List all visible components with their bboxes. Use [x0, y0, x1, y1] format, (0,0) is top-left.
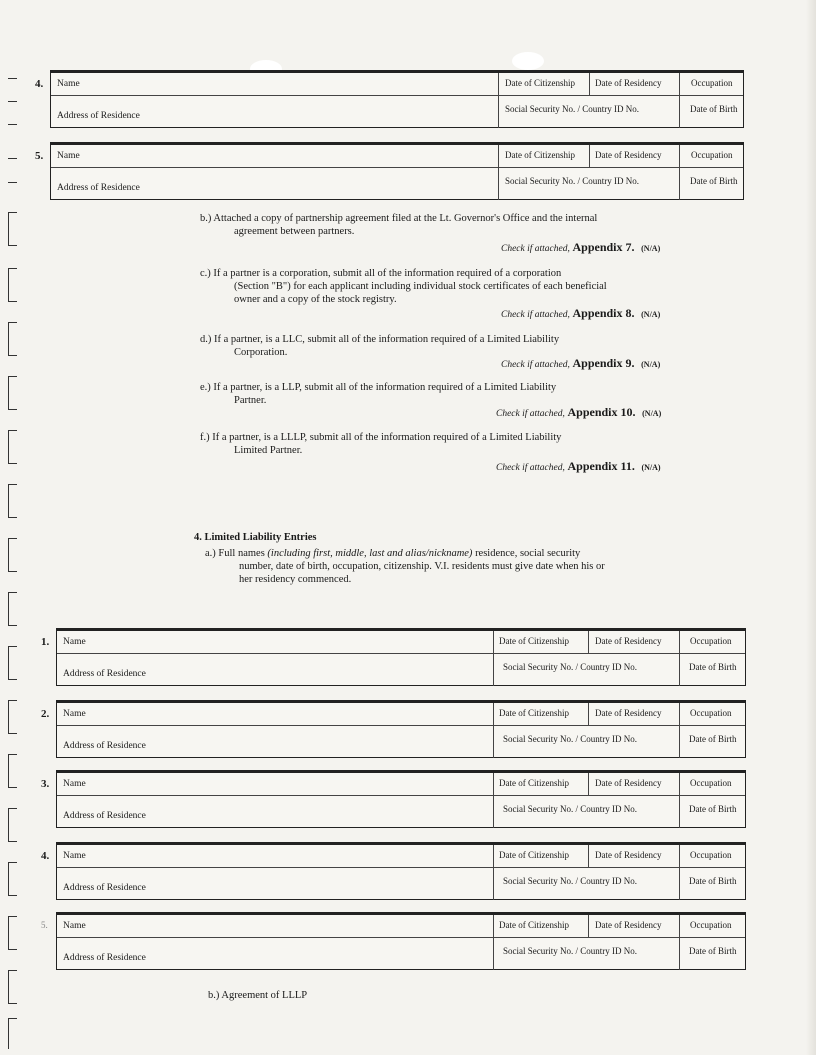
binder-mark: [8, 538, 17, 572]
item-c-line3: owner and a copy of the stock registry.: [234, 294, 397, 305]
item-e-line2: Partner.: [234, 395, 267, 406]
entry-divider: [498, 73, 499, 128]
na-label: (N/A): [641, 463, 661, 472]
entry-divider: [493, 845, 494, 900]
birth-label: Date of Birth: [689, 946, 737, 956]
appendix-label: Appendix 10.: [567, 405, 636, 419]
address-label: Address of Residence: [63, 669, 146, 679]
entry-divider: [493, 773, 494, 828]
residency-label: Date of Residency: [595, 78, 662, 88]
item-e-check: [496, 405, 661, 420]
entry-divider: [589, 73, 590, 95]
item-f: [200, 431, 561, 457]
check-text: Check if attached,: [501, 244, 570, 254]
ssn-label: Social Security No. / Country ID No.: [503, 734, 637, 744]
occupation-label: Occupation: [690, 778, 732, 788]
citizenship-label: Date of Citizenship: [505, 150, 575, 160]
entry-divider: [679, 631, 680, 686]
appendix-label: Appendix 8.: [572, 306, 635, 320]
entry-divider: [498, 145, 499, 200]
entry-number: 5.: [35, 150, 44, 162]
occupation-label: Occupation: [690, 850, 732, 860]
birth-label: Date of Birth: [690, 104, 738, 114]
item-a-line3: her residency commenced.: [239, 574, 352, 585]
residency-label: Date of Residency: [595, 920, 662, 930]
name-label: Name: [63, 637, 86, 647]
appendix-label: Appendix 9.: [572, 356, 635, 370]
residency-label: Date of Residency: [595, 850, 662, 860]
item-d-line1: d.) If a partner, is a LLC, submit all of the information required of a Limited Liability: [200, 334, 560, 345]
name-label: Name: [57, 151, 80, 161]
item-e: [200, 381, 556, 407]
section-4-title: 4. Limited Liability Entries: [194, 532, 317, 543]
entry-divider: [588, 845, 589, 867]
check-text: Check if attached,: [501, 310, 570, 320]
item-b-line2: agreement between partners.: [234, 226, 355, 237]
name-label: Name: [57, 79, 80, 89]
item-f-line1: f.) If a partner, is a LLLP, submit all of the information required of a Limited Liability: [200, 432, 562, 443]
ssn-label: Social Security No. / Country ID No.: [505, 176, 639, 186]
llc-entry-5: [41, 912, 746, 970]
entry-divider: [679, 73, 680, 128]
citizenship-label: Date of Citizenship: [499, 778, 569, 788]
binder-mark: [8, 592, 17, 626]
entry-number: 4.: [41, 850, 50, 862]
ssn-label: Social Security No. / Country ID No.: [503, 662, 637, 672]
item-a-line2: number, date of birth, occupation, citizenship. V.I. residents must give date when his or: [239, 561, 605, 572]
entry-divider: [679, 703, 680, 758]
entry-divider: [493, 915, 494, 970]
item-f-check: [496, 459, 661, 474]
birth-label: Date of Birth: [689, 876, 737, 886]
binder-mark: [8, 700, 17, 734]
partner-entry-5: [35, 142, 744, 200]
entry-divider: [493, 631, 494, 686]
binder-mark: [8, 970, 17, 1004]
item-c-line1: c.) If a partner is a corporation, submit all of the information required of a corporation: [200, 268, 562, 279]
appendix-label: Appendix 7.: [572, 240, 635, 254]
binder-mark: [8, 430, 17, 464]
item-a-rest: residence, social security: [472, 548, 581, 559]
item-f-line2: Limited Partner.: [234, 445, 303, 456]
entry-divider: [588, 773, 589, 795]
residency-label: Date of Residency: [595, 778, 662, 788]
na-label: (N/A): [641, 310, 661, 319]
entry-divider: [679, 773, 680, 828]
citizenship-label: Date of Citizenship: [499, 708, 569, 718]
item-b: [200, 212, 597, 238]
name-label: Name: [63, 851, 86, 861]
binder-mark: [8, 182, 17, 183]
birth-label: Date of Birth: [689, 662, 737, 672]
item-b-check: [501, 240, 660, 255]
na-label: (N/A): [641, 360, 661, 369]
entry-divider: [679, 145, 680, 200]
binder-mark: [8, 808, 17, 842]
entry-number: 3.: [41, 778, 50, 790]
item-d-line2: Corporation.: [234, 347, 288, 358]
occupation-label: Occupation: [690, 636, 732, 646]
entry-divider: [679, 845, 680, 900]
na-label: (N/A): [641, 244, 661, 253]
item-e-line1: e.) If a partner, is a LLP, submit all of the information required of a Limited Liability: [200, 382, 557, 393]
section-4-item-b: b.) Agreement of LLLP: [208, 990, 308, 1001]
item-c-check: [501, 306, 660, 321]
birth-label: Date of Birth: [690, 176, 738, 186]
residency-label: Date of Residency: [595, 150, 662, 160]
check-text: Check if attached,: [501, 360, 570, 370]
llc-entry-3: [41, 770, 746, 828]
occupation-label: Occupation: [690, 920, 732, 930]
citizenship-label: Date of Citizenship: [499, 920, 569, 930]
address-label: Address of Residence: [63, 883, 146, 893]
appendix-label: Appendix 11.: [567, 459, 635, 473]
binder-mark: [8, 124, 17, 125]
address-label: Address of Residence: [63, 741, 146, 751]
binder-mark: [8, 78, 17, 79]
entry-divider: [679, 915, 680, 970]
entry-divider: [493, 703, 494, 758]
entry-divider: [588, 703, 589, 725]
entry-divider: [588, 631, 589, 653]
occupation-label: Occupation: [691, 150, 733, 160]
binder-mark: [8, 916, 17, 950]
binder-mark: [8, 862, 17, 896]
item-d-check: [501, 356, 660, 371]
check-text: Check if attached,: [496, 463, 565, 473]
partner-entry-4: [35, 70, 744, 128]
ssn-label: Social Security No. / Country ID No.: [505, 104, 639, 114]
item-b-line1: b.) Attached a copy of partnership agreement filed at the Lt. Governor's Office and the internal: [200, 213, 598, 224]
binder-mark: [8, 101, 17, 102]
birth-label: Date of Birth: [689, 734, 737, 744]
entry-number: 5.: [41, 920, 48, 930]
punch-hole: [512, 52, 544, 70]
name-label: Name: [63, 779, 86, 789]
na-label: (N/A): [642, 409, 662, 418]
name-label: Name: [63, 921, 86, 931]
binder-mark: [8, 158, 17, 159]
binder-mark: [8, 646, 17, 680]
address-label: Address of Residence: [57, 183, 140, 193]
binder-mark: [8, 1018, 17, 1049]
binder-mark: [8, 268, 17, 302]
citizenship-label: Date of Citizenship: [499, 636, 569, 646]
entry-divider: [588, 915, 589, 937]
entry-number: 4.: [35, 78, 44, 90]
item-c: [200, 267, 607, 306]
binder-mark: [8, 484, 17, 518]
citizenship-label: Date of Citizenship: [505, 78, 575, 88]
residency-label: Date of Residency: [595, 708, 662, 718]
section-4-item-a: [205, 547, 605, 586]
item-c-line2: (Section "B") for each applicant including individual stock certificates of each beneficial: [234, 281, 607, 292]
llc-entry-4: [41, 842, 746, 900]
address-label: Address of Residence: [63, 811, 146, 821]
binder-mark: [8, 376, 17, 410]
residency-label: Date of Residency: [595, 636, 662, 646]
binder-mark: [8, 754, 17, 788]
binder-mark: [8, 212, 17, 246]
ssn-label: Social Security No. / Country ID No.: [503, 804, 637, 814]
occupation-label: Occupation: [691, 78, 733, 88]
item-a-prefix: a.) Full names: [205, 548, 268, 559]
item-a-italic: (including first, middle, last and alias/nickname): [267, 548, 473, 559]
llc-entry-1: [41, 628, 746, 686]
ssn-label: Social Security No. / Country ID No.: [503, 946, 637, 956]
birth-label: Date of Birth: [689, 804, 737, 814]
binder-mark: [8, 322, 17, 356]
entry-divider: [589, 145, 590, 167]
address-label: Address of Residence: [57, 111, 140, 121]
page-edge-shadow: [806, 0, 816, 1055]
name-label: Name: [63, 709, 86, 719]
ssn-label: Social Security No. / Country ID No.: [503, 876, 637, 886]
llc-entry-2: [41, 700, 746, 758]
occupation-label: Occupation: [690, 708, 732, 718]
entry-number: 2.: [41, 708, 50, 720]
address-label: Address of Residence: [63, 953, 146, 963]
check-text: Check if attached,: [496, 409, 565, 419]
citizenship-label: Date of Citizenship: [499, 850, 569, 860]
entry-number: 1.: [41, 636, 50, 648]
